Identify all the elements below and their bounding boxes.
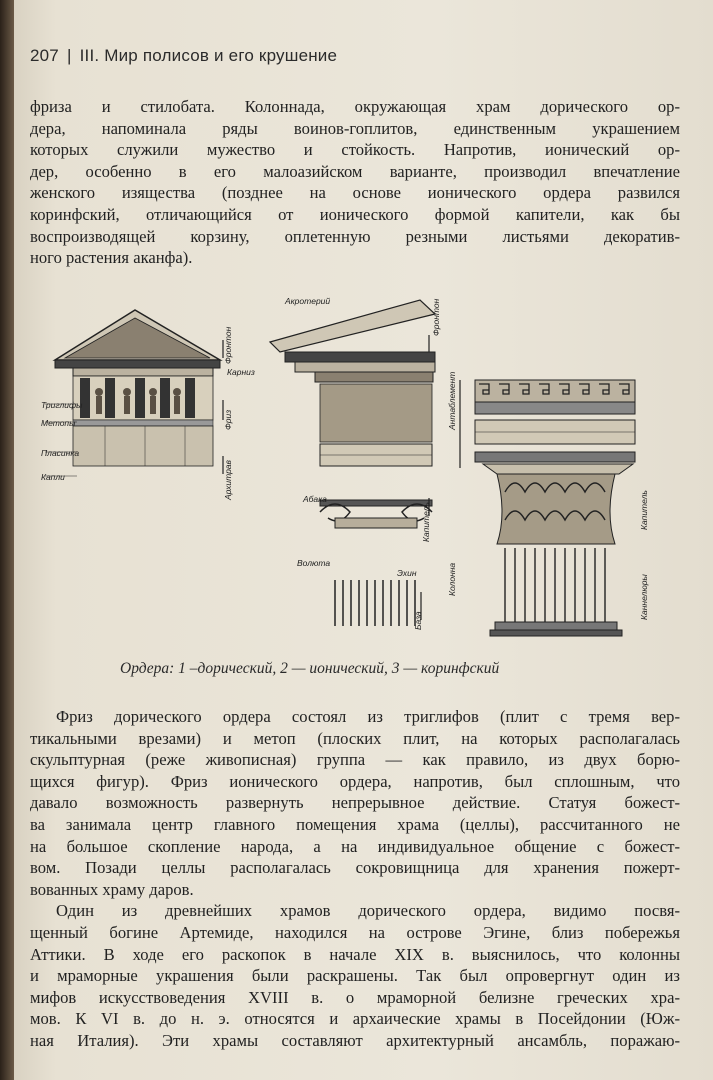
label-triglify: Триглифы: [41, 400, 83, 410]
label-friz: Фриз: [223, 409, 233, 430]
label-kapitel-1: Капитель: [421, 502, 431, 542]
chapter-title: III. Мир полисов и его крушение: [79, 46, 338, 65]
header-separator: |: [66, 46, 72, 65]
text-line: Аттики. В ходе его раскопок в начале XIX в. выяснилось, что колонны: [30, 944, 680, 964]
label-baza: База: [413, 611, 423, 630]
text-line: ная Италия). Эти храмы составляют архитектурный ансамбль, поражаю-: [30, 1030, 680, 1050]
corinthian-order-illustration: [460, 380, 635, 636]
text-line: Фриз дорического ордера состоял из триглифов (плит с тремя вер-: [56, 707, 680, 726]
text-line: женского изящества (позднее на основе ионического ордера развился: [30, 183, 680, 203]
text-line: коринфский, отличающийся от ионического формой капители, как бы: [30, 204, 680, 224]
label-plasinka: Пласинка: [41, 448, 80, 458]
text-line: вованных храму даров.: [30, 879, 194, 899]
label-kapitel-2: Капитель: [639, 490, 649, 530]
text-line: тикальными врезами) и метоп (плоских плит, на которых располагалась: [30, 728, 680, 748]
label-abaka: Абака: [303, 494, 327, 504]
text-line: скульптурная (реже живописная) группа — как правило, из двух борю-: [30, 750, 680, 770]
label-kapli: Капли: [41, 472, 65, 482]
text-line: ва занимала центр главного помещения храма (целлы), рассчитанного не: [30, 814, 680, 834]
label-ekhin: Эхин: [397, 568, 417, 578]
text-line: которых служили мужество и стойкость. Напротив, ионический ор-: [30, 140, 680, 160]
page-number: 207: [30, 46, 59, 65]
label-antablement: Антаблемент: [447, 371, 457, 430]
text-line: ного растения аканфа).: [30, 248, 193, 268]
book-spine-shadow: [0, 0, 14, 1080]
text-line: Один из древнейших храмов дорического ордера, видимо посвя-: [56, 901, 680, 921]
text-line: вом. Позади целлы располагалась сокровищница для хранения пожерт-: [30, 858, 680, 878]
label-fronton-1: Фронтон: [223, 326, 233, 364]
text-line: щенный богине Артемиде, находился на острове Эгине, близ побережья: [30, 922, 680, 942]
text-line: и мраморные украшения были раскрашены. Так был опровергнут один из: [30, 966, 680, 986]
text-line: дер, особенно в его малоазийском варианте, производил впечатление: [30, 161, 680, 181]
text-line: воспроизводящей корзину, оплетенную резными листьями декоратив-: [30, 226, 680, 246]
label-akroteriy: Акротерий: [285, 296, 331, 306]
text-line: дера, напоминала ряды воинов-гоплитов, единственным украшением: [30, 118, 680, 138]
text-line: на большое скопление народа, а на индивидуальное общение с божест-: [30, 836, 680, 856]
figure-caption: Ордера: 1 –дорический, 2 — ионический, 3 — коринфский: [120, 660, 500, 677]
label-arkhitrav: Архитрав: [223, 460, 233, 500]
text-line: мифов искусствоведения XVIII в. о мраморной белизне греческих хра-: [30, 987, 680, 1007]
label-kolonna: Колонна: [447, 562, 457, 596]
running-header: [30, 46, 337, 66]
label-karniz: Карниз: [227, 367, 255, 377]
paragraph-2: [30, 706, 680, 1052]
label-kannelyury: Каннелюры: [639, 574, 649, 620]
architectural-orders-figure: [35, 280, 675, 656]
text-line: мов. К VI в. до н. э. относятся и архаические храмы в Посейдонии (Юж-: [30, 1009, 680, 1029]
paragraph-1: [30, 96, 680, 269]
text-line: фриза и стилобата. Колоннада, окружающая храм дорического ор-: [30, 97, 680, 116]
label-voluta: Волюта: [297, 558, 331, 568]
label-fronton-2: Фронтон: [431, 298, 441, 336]
label-metopy: Метопы: [41, 418, 76, 428]
text-line: щихся фигур). Фриз ионического ордера, напротив, был сплошным, что: [30, 771, 680, 791]
text-line: давало возможность развернуть непрерывное действие. Статуя божест-: [30, 793, 680, 813]
